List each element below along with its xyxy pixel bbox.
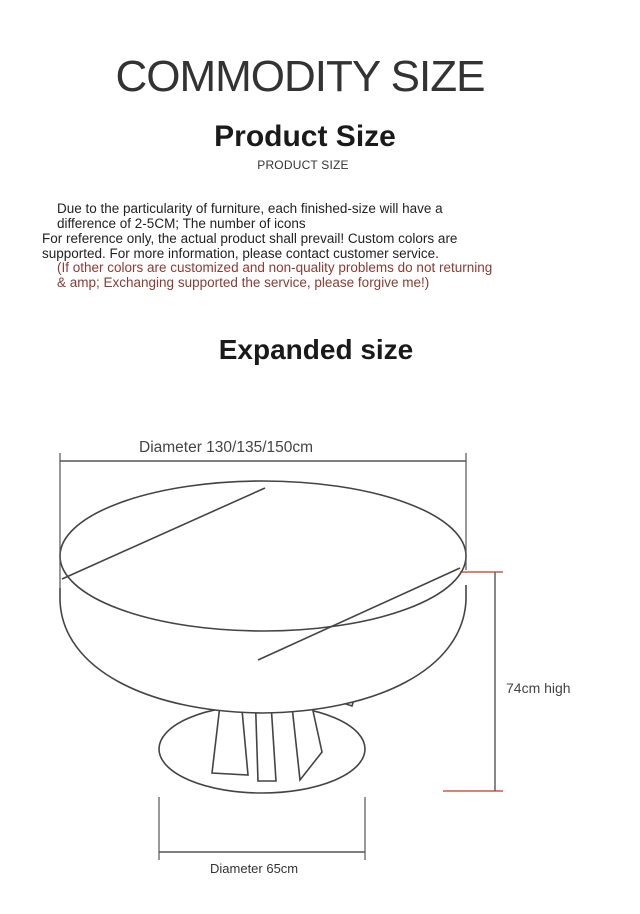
note-line-1: Due to the particularity of furniture, each finished-size will have a: [57, 201, 443, 216]
note-red-line-2: & amp; Exchanging supported the service, please forgive me!): [57, 275, 430, 290]
note-red-line-1: (If other colors are customized and non-quality problems do not returning: [57, 260, 493, 275]
top-diameter-label: Diameter 130/135/150cm: [139, 439, 314, 456]
height-label: 74cm high: [506, 680, 571, 696]
section-heading-expanded-size: Expanded size: [218, 334, 414, 365]
table-dimension-drawing: [0, 420, 640, 914]
base-diameter-dimension: [159, 797, 365, 860]
base-diameter-label: Diameter 65cm: [210, 861, 299, 876]
section-caption: PRODUCT SIZE: [257, 158, 349, 172]
note-line-2: difference of 2-5CM; The number of icons: [57, 216, 306, 231]
note-line-4: supported. For more information, please contact customer service.: [42, 246, 439, 261]
note-line-3: For reference only, the actual product shall prevail! Custom colors are: [42, 231, 458, 246]
page-title: COMMODITY SIZE: [115, 52, 485, 101]
table-top: [60, 481, 466, 713]
section-heading-product-size: Product Size: [214, 120, 396, 153]
